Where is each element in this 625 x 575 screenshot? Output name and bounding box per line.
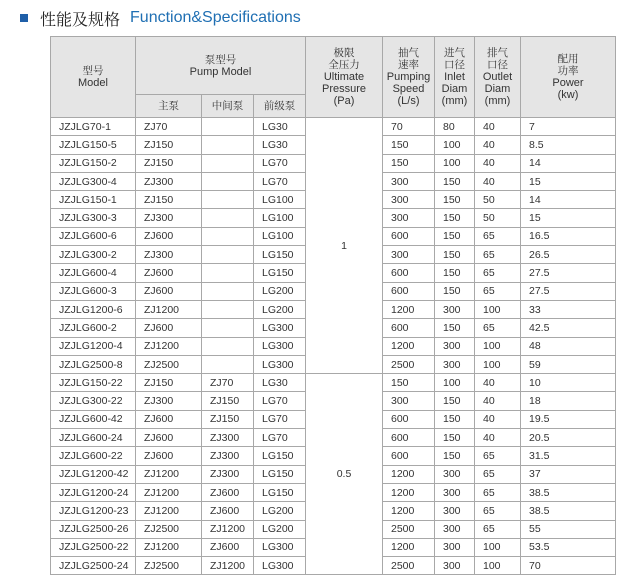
outlet-diam-cell: 65 <box>475 502 521 520</box>
model-cell: JZJLG2500-8 <box>51 355 136 373</box>
model-cell: JZJLG600-3 <box>51 282 136 300</box>
inlet-diam-cell: 300 <box>435 502 475 520</box>
middle-pump-cell <box>202 246 254 264</box>
inlet-diam-cell: 150 <box>435 447 475 465</box>
power-cell: 15 <box>521 172 616 190</box>
front-pump-cell: LG150 <box>254 264 306 282</box>
model-cell: JZJLG600-22 <box>51 447 136 465</box>
pumping-speed-cell: 150 <box>383 374 435 392</box>
header-main-pump: 主泵 <box>136 95 202 118</box>
power-cell: 48 <box>521 337 616 355</box>
header-model: 型号 Model <box>51 37 136 118</box>
front-pump-cell: LG200 <box>254 282 306 300</box>
front-pump-cell: LG200 <box>254 300 306 318</box>
specifications-table <box>50 36 616 575</box>
pumping-speed-cell: 300 <box>383 172 435 190</box>
inlet-diam-cell: 150 <box>435 246 475 264</box>
main-pump-cell: ZJ2500 <box>136 557 202 575</box>
power-cell: 59 <box>521 355 616 373</box>
inlet-diam-cell: 150 <box>435 319 475 337</box>
power-cell: 14 <box>521 191 616 209</box>
front-pump-cell: LG70 <box>254 154 306 172</box>
header-inlet-diam: 进气 口径 Inlet Diam (mm) <box>435 37 475 118</box>
model-cell: JZJLG1200-4 <box>51 337 136 355</box>
main-pump-cell: ZJ600 <box>136 227 202 245</box>
inlet-diam-cell: 100 <box>435 136 475 154</box>
model-cell: JZJLG300-22 <box>51 392 136 410</box>
model-cell: JZJLG1200-23 <box>51 502 136 520</box>
middle-pump-cell <box>202 118 254 136</box>
outlet-diam-cell: 50 <box>475 209 521 227</box>
header-power: 配用 功率 Power (kw) <box>521 37 616 118</box>
power-cell: 8.5 <box>521 136 616 154</box>
inlet-diam-cell: 300 <box>435 538 475 556</box>
inlet-diam-cell: 150 <box>435 410 475 428</box>
outlet-diam-cell: 65 <box>475 227 521 245</box>
power-cell: 53.5 <box>521 538 616 556</box>
inlet-diam-cell: 100 <box>435 154 475 172</box>
outlet-diam-cell: 65 <box>475 282 521 300</box>
power-cell: 14 <box>521 154 616 172</box>
model-cell: JZJLG600-6 <box>51 227 136 245</box>
power-cell: 37 <box>521 465 616 483</box>
pumping-speed-cell: 1200 <box>383 538 435 556</box>
main-pump-cell: ZJ600 <box>136 447 202 465</box>
model-cell: JZJLG150-5 <box>51 136 136 154</box>
pumping-speed-cell: 300 <box>383 209 435 227</box>
middle-pump-cell: ZJ600 <box>202 483 254 501</box>
main-pump-cell: ZJ1200 <box>136 300 202 318</box>
main-pump-cell: ZJ300 <box>136 209 202 227</box>
main-pump-cell: ZJ2500 <box>136 355 202 373</box>
power-cell: 7 <box>521 118 616 136</box>
outlet-diam-cell: 65 <box>475 520 521 538</box>
power-cell: 55 <box>521 520 616 538</box>
pumping-speed-cell: 600 <box>383 447 435 465</box>
outlet-diam-cell: 40 <box>475 374 521 392</box>
model-cell: JZJLG150-2 <box>51 154 136 172</box>
main-pump-cell: ZJ1200 <box>136 502 202 520</box>
front-pump-cell: LG70 <box>254 410 306 428</box>
middle-pump-cell: ZJ300 <box>202 465 254 483</box>
middle-pump-cell: ZJ1200 <box>202 520 254 538</box>
power-cell: 42.5 <box>521 319 616 337</box>
model-cell: JZJLG2500-22 <box>51 538 136 556</box>
inlet-diam-cell: 300 <box>435 300 475 318</box>
outlet-diam-cell: 40 <box>475 136 521 154</box>
power-cell: 33 <box>521 300 616 318</box>
outlet-diam-cell: 40 <box>475 410 521 428</box>
front-pump-cell: LG30 <box>254 374 306 392</box>
middle-pump-cell <box>202 319 254 337</box>
pumping-speed-cell: 2500 <box>383 355 435 373</box>
pumping-speed-cell: 150 <box>383 154 435 172</box>
main-pump-cell: ZJ300 <box>136 246 202 264</box>
main-pump-cell: ZJ1200 <box>136 337 202 355</box>
pumping-speed-cell: 600 <box>383 410 435 428</box>
pumping-speed-cell: 300 <box>383 392 435 410</box>
inlet-diam-cell: 300 <box>435 483 475 501</box>
front-pump-cell: LG200 <box>254 502 306 520</box>
middle-pump-cell: ZJ300 <box>202 447 254 465</box>
inlet-diam-cell: 150 <box>435 172 475 190</box>
pumping-speed-cell: 300 <box>383 191 435 209</box>
model-cell: JZJLG600-2 <box>51 319 136 337</box>
model-cell: JZJLG600-4 <box>51 264 136 282</box>
front-pump-cell: LG100 <box>254 191 306 209</box>
main-pump-cell: ZJ1200 <box>136 465 202 483</box>
heading-title-zh: 性能及规格 <box>40 9 121 29</box>
model-cell: JZJLG1200-42 <box>51 465 136 483</box>
middle-pump-cell <box>202 209 254 227</box>
header-outlet-diam: 排气 口径 Outlet Diam (mm) <box>475 37 521 118</box>
outlet-diam-cell: 65 <box>475 465 521 483</box>
model-cell: JZJLG2500-26 <box>51 520 136 538</box>
power-cell: 31.5 <box>521 447 616 465</box>
pumping-speed-cell: 1200 <box>383 337 435 355</box>
front-pump-cell: LG70 <box>254 172 306 190</box>
outlet-diam-cell: 100 <box>475 557 521 575</box>
power-cell: 16.5 <box>521 227 616 245</box>
header-middle-pump: 中间泵 <box>202 95 254 118</box>
ultimate-pressure-cell: 1 <box>306 118 383 374</box>
inlet-diam-cell: 150 <box>435 264 475 282</box>
front-pump-cell: LG200 <box>254 520 306 538</box>
front-pump-cell: LG150 <box>254 483 306 501</box>
front-pump-cell: LG300 <box>254 355 306 373</box>
inlet-diam-cell: 150 <box>435 227 475 245</box>
power-cell: 18 <box>521 392 616 410</box>
pumping-speed-cell: 600 <box>383 429 435 447</box>
inlet-diam-cell: 300 <box>435 465 475 483</box>
pumping-speed-cell: 600 <box>383 227 435 245</box>
pumping-speed-cell: 600 <box>383 319 435 337</box>
inlet-diam-cell: 300 <box>435 337 475 355</box>
middle-pump-cell <box>202 136 254 154</box>
front-pump-cell: LG300 <box>254 538 306 556</box>
main-pump-cell: ZJ600 <box>136 282 202 300</box>
main-pump-cell: ZJ150 <box>136 154 202 172</box>
power-cell: 27.5 <box>521 282 616 300</box>
ultimate-pressure-cell: 0.5 <box>306 374 383 575</box>
heading-title-en: Function&Specifications <box>130 9 301 26</box>
power-cell: 38.5 <box>521 483 616 501</box>
main-pump-cell: ZJ600 <box>136 410 202 428</box>
pumping-speed-cell: 150 <box>383 136 435 154</box>
power-cell: 15 <box>521 209 616 227</box>
middle-pump-cell <box>202 172 254 190</box>
outlet-diam-cell: 40 <box>475 118 521 136</box>
middle-pump-cell <box>202 227 254 245</box>
section-heading <box>20 6 301 30</box>
main-pump-cell: ZJ600 <box>136 429 202 447</box>
model-cell: JZJLG300-3 <box>51 209 136 227</box>
outlet-diam-cell: 65 <box>475 483 521 501</box>
header-ultimate-pressure: 极限 全压力 Ultimate Pressure (Pa) <box>306 37 383 118</box>
pumping-speed-cell: 70 <box>383 118 435 136</box>
main-pump-cell: ZJ2500 <box>136 520 202 538</box>
power-cell: 19.5 <box>521 410 616 428</box>
main-pump-cell: ZJ150 <box>136 374 202 392</box>
table-row <box>51 118 616 136</box>
front-pump-cell: LG150 <box>254 447 306 465</box>
model-cell: JZJLG300-4 <box>51 172 136 190</box>
outlet-diam-cell: 40 <box>475 172 521 190</box>
heading-square-icon <box>20 14 28 22</box>
inlet-diam-cell: 300 <box>435 355 475 373</box>
pumping-speed-cell: 2500 <box>383 520 435 538</box>
main-pump-cell: ZJ300 <box>136 172 202 190</box>
outlet-diam-cell: 100 <box>475 538 521 556</box>
model-cell: JZJLG300-2 <box>51 246 136 264</box>
inlet-diam-cell: 150 <box>435 392 475 410</box>
front-pump-cell: LG150 <box>254 465 306 483</box>
power-cell: 38.5 <box>521 502 616 520</box>
outlet-diam-cell: 100 <box>475 337 521 355</box>
power-cell: 70 <box>521 557 616 575</box>
pumping-speed-cell: 600 <box>383 282 435 300</box>
middle-pump-cell: ZJ150 <box>202 410 254 428</box>
inlet-diam-cell: 150 <box>435 191 475 209</box>
front-pump-cell: LG70 <box>254 429 306 447</box>
power-cell: 26.5 <box>521 246 616 264</box>
main-pump-cell: ZJ150 <box>136 191 202 209</box>
outlet-diam-cell: 65 <box>475 319 521 337</box>
inlet-diam-cell: 150 <box>435 282 475 300</box>
power-cell: 27.5 <box>521 264 616 282</box>
outlet-diam-cell: 50 <box>475 191 521 209</box>
outlet-diam-cell: 40 <box>475 154 521 172</box>
pumping-speed-cell: 1200 <box>383 300 435 318</box>
middle-pump-cell: ZJ70 <box>202 374 254 392</box>
pumping-speed-cell: 1200 <box>383 465 435 483</box>
pumping-speed-cell: 2500 <box>383 557 435 575</box>
main-pump-cell: ZJ600 <box>136 264 202 282</box>
outlet-diam-cell: 40 <box>475 429 521 447</box>
front-pump-cell: LG300 <box>254 319 306 337</box>
main-pump-cell: ZJ300 <box>136 392 202 410</box>
power-cell: 10 <box>521 374 616 392</box>
model-cell: JZJLG600-42 <box>51 410 136 428</box>
main-pump-cell: ZJ150 <box>136 136 202 154</box>
header-front-pump: 前级泵 <box>254 95 306 118</box>
inlet-diam-cell: 150 <box>435 429 475 447</box>
front-pump-cell: LG300 <box>254 337 306 355</box>
pumping-speed-cell: 1200 <box>383 483 435 501</box>
main-pump-cell: ZJ1200 <box>136 538 202 556</box>
outlet-diam-cell: 40 <box>475 392 521 410</box>
middle-pump-cell <box>202 154 254 172</box>
model-cell: JZJLG70-1 <box>51 118 136 136</box>
middle-pump-cell: ZJ600 <box>202 538 254 556</box>
front-pump-cell: LG150 <box>254 246 306 264</box>
model-cell: JZJLG2500-24 <box>51 557 136 575</box>
model-cell: JZJLG600-24 <box>51 429 136 447</box>
middle-pump-cell <box>202 337 254 355</box>
outlet-diam-cell: 65 <box>475 246 521 264</box>
middle-pump-cell <box>202 264 254 282</box>
middle-pump-cell: ZJ600 <box>202 502 254 520</box>
model-cell: JZJLG1200-24 <box>51 483 136 501</box>
outlet-diam-cell: 65 <box>475 447 521 465</box>
table-body <box>51 118 616 575</box>
pumping-speed-cell: 300 <box>383 246 435 264</box>
main-pump-cell: ZJ1200 <box>136 483 202 501</box>
inlet-diam-cell: 100 <box>435 374 475 392</box>
model-cell: JZJLG150-22 <box>51 374 136 392</box>
middle-pump-cell: ZJ1200 <box>202 557 254 575</box>
front-pump-cell: LG100 <box>254 227 306 245</box>
pumping-speed-cell: 1200 <box>383 502 435 520</box>
front-pump-cell: LG70 <box>254 392 306 410</box>
middle-pump-cell <box>202 191 254 209</box>
inlet-diam-cell: 300 <box>435 520 475 538</box>
middle-pump-cell: ZJ300 <box>202 429 254 447</box>
power-cell: 20.5 <box>521 429 616 447</box>
model-cell: JZJLG1200-6 <box>51 300 136 318</box>
pumping-speed-cell: 600 <box>383 264 435 282</box>
model-cell: JZJLG150-1 <box>51 191 136 209</box>
outlet-diam-cell: 100 <box>475 355 521 373</box>
middle-pump-cell <box>202 355 254 373</box>
middle-pump-cell: ZJ150 <box>202 392 254 410</box>
outlet-diam-cell: 65 <box>475 264 521 282</box>
front-pump-cell: LG300 <box>254 557 306 575</box>
header-pumping-speed: 抽气 速率 Pumping Speed (L/s) <box>383 37 435 118</box>
header-pump-model: 泵型号 Pump Model <box>136 37 306 95</box>
middle-pump-cell <box>202 300 254 318</box>
inlet-diam-cell: 80 <box>435 118 475 136</box>
inlet-diam-cell: 150 <box>435 209 475 227</box>
front-pump-cell: LG30 <box>254 118 306 136</box>
front-pump-cell: LG100 <box>254 209 306 227</box>
outlet-diam-cell: 100 <box>475 300 521 318</box>
main-pump-cell: ZJ70 <box>136 118 202 136</box>
middle-pump-cell <box>202 282 254 300</box>
table-row <box>51 374 616 392</box>
main-pump-cell: ZJ600 <box>136 319 202 337</box>
front-pump-cell: LG30 <box>254 136 306 154</box>
inlet-diam-cell: 300 <box>435 557 475 575</box>
